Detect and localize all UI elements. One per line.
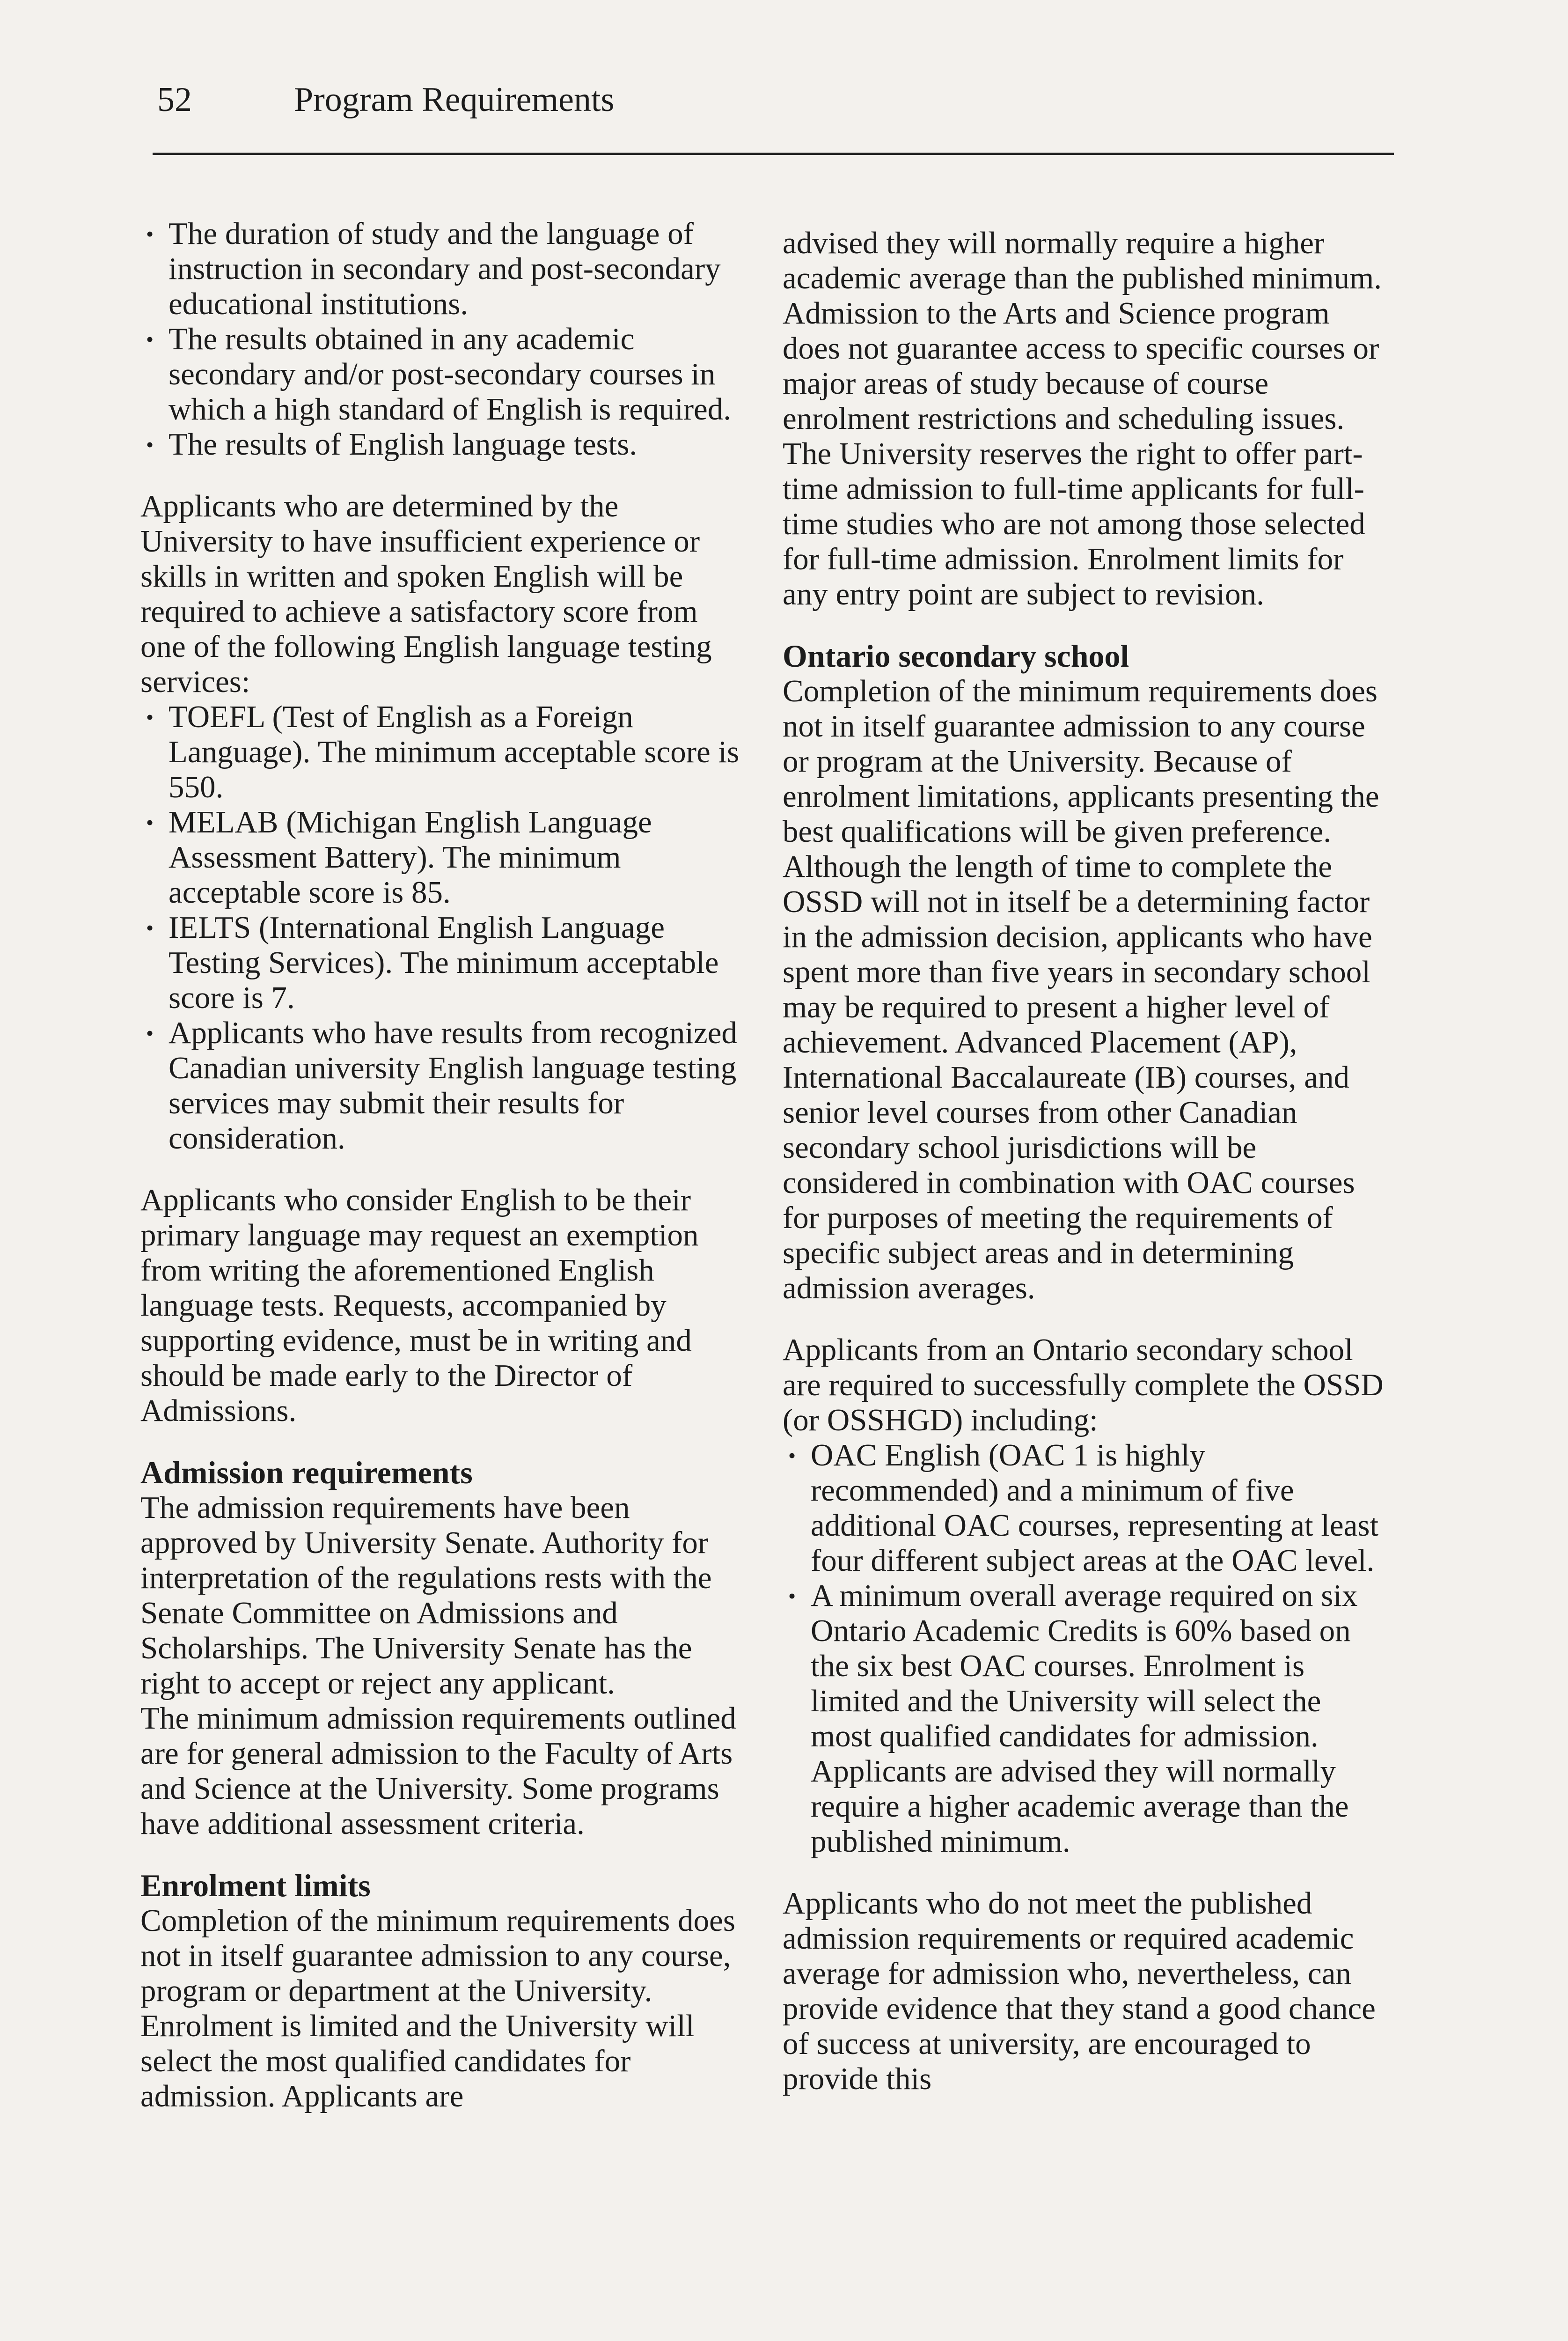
ontario-applicants-paragraph: Applicants from an Ontario secondary school are required to successfully complete the OSSD (or OSSHGD) including:	[783, 1332, 1384, 1437]
running-title: Program Requirements	[294, 81, 615, 119]
bullet-icon: •	[146, 916, 154, 940]
bullet-icon: •	[146, 222, 154, 246]
paragraph: Completion of the minimum requirements does not in itself guarantee admission to any course or program at the University. Because of enrolment limitations, applicants presenting the best qualifications will be given preference. Although the length of time to complete the OSSD will not in itself be a determining factor in the admission decision, applicants who have spent more than five years in secondary school may be required to present a higher level of achievement. Advanced Placement (AP), International Baccalaureate (IB) courses, and senior level courses from other Canadian secondary school jurisdictions will be considered in combination with OAC courses for purposes of meeting the requirements of specific subject areas and in determining admission averages.	[783, 674, 1379, 1305]
list-item: • OAC English (OAC 1 is highly recommended) and a minimum of five additional OAC courses, representing at least four different subject areas at the OAC level.	[788, 1438, 1379, 1578]
list-item: • MELAB (Michigan English Language Assessment Battery). The minimum acceptable score is 85.	[146, 805, 652, 910]
bullet-icon: •	[146, 705, 154, 729]
right-column	[783, 226, 1386, 2123]
closing-paragraph: Applicants who do not meet the published admission requirements or required academic average for admission who, nevertheless, can provide evidence that they stand a good chance of success at university, are encouraged to provide this	[783, 1886, 1376, 2096]
ontario-secondary-section	[783, 639, 1386, 1306]
header-rule	[153, 153, 1394, 155]
section-heading: Ontario secondary school	[783, 638, 1129, 674]
bullet-icon: •	[146, 327, 154, 351]
continuation-paragraph: advised they will normally require a higher academic average than the published minimum. Admission to the Arts and Science program does not guarantee access to specific courses or major areas of study because of course enrolment restrictions and scheduling issues. The University reserves the right to offer part-time admission to full-time applicants for full-time studies who are not among those selected for full-time admission. Enrolment limits for any entry point are subject to revision.	[783, 226, 1382, 611]
testing-services-list	[140, 699, 749, 1156]
paragraph: Completion of the minimum requirements does not in itself guarantee admission to any course, program or department at the University. Enrolment is limited and the University will select the most qualified candidates for admission. Applicants are	[140, 1903, 735, 2113]
list-item: • The results obtained in any academic secondary and/or post-secondary courses in which a high standard of English is required.	[146, 322, 732, 427]
section-heading: Enrolment limits	[140, 1868, 371, 1903]
paragraph: The admission requirements have been approved by University Senate. Authority for interpretation of the regulations rests with the Senate Committee on Admissions and Scholarships. The University Senate has the right to accept or reject any applicant.	[140, 1490, 712, 1701]
enrolment-limits-section	[140, 1868, 749, 2114]
exemption-paragraph: Applicants who consider English to be their primary language may request an exemption from writing the aforementioned English language tests. Requests, accompanied by supporting evidence, must be in writing and should be made early to the Director of Admissions.	[140, 1183, 699, 1428]
bullet-icon: •	[146, 433, 154, 456]
list-item: • TOEFL (Test of English as a Foreign Language). The minimum acceptable score is 550.	[146, 699, 740, 804]
bullet-icon: •	[146, 810, 154, 834]
page-header	[157, 75, 1388, 159]
list-item: • Applicants who have results from recognized Canadian university English language testing services may submit their results for consideration.	[146, 1016, 737, 1156]
bullet-icon: •	[146, 1021, 154, 1045]
page-number: 52	[157, 81, 192, 119]
list-item: • IELTS (International English Language Testing Services). The minimum acceptable score is 7.	[146, 910, 719, 1015]
bullet-icon: •	[788, 1584, 796, 1608]
list-item: • The duration of study and the language of instruction in secondary and post-secondary educational institutions.	[146, 216, 721, 321]
section-heading: Admission requirements	[140, 1455, 473, 1490]
list-item: • The results of English language tests.	[146, 427, 637, 462]
list-item: • A minimum overall average required on six Ontario Academic Credits is 60% based on the six best OAC courses. Enrolment is limited and the University will select the most qualified candidates for admission. Applicants are advised they will normally require a higher academic average than the published minimum.	[788, 1578, 1358, 1859]
left-column	[140, 216, 749, 2141]
paragraph: The minimum admission requirements outlined are for general admission to the Faculty of Arts and Science at the University. Some programs have additional assessment criteria.	[140, 1701, 736, 1841]
bullet-icon: •	[788, 1443, 796, 1467]
admission-requirements-section	[140, 1455, 749, 1841]
english-proficiency-factors-list	[140, 216, 749, 462]
ontario-requirements-list	[783, 1438, 1386, 1859]
english-testing-paragraph: Applicants who are determined by the University to have insufficient experience or skills in written and spoken English will be required to achieve a satisfactory score from one of the following English language testing services:	[140, 489, 712, 699]
